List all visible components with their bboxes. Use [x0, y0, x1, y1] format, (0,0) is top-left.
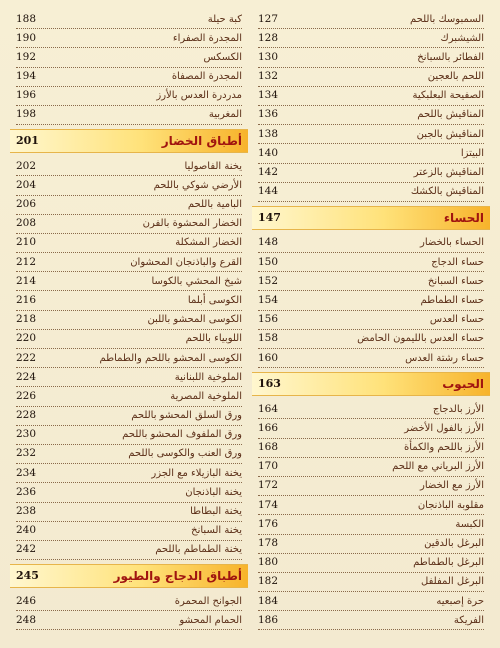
toc-entry — [258, 164, 484, 183]
entry-page-number: 180 — [258, 556, 279, 569]
entry-page-number: 174 — [258, 498, 279, 511]
entry-title: الأرز البرياني مع اللحم — [392, 461, 484, 473]
toc-entry — [16, 330, 242, 349]
toc-entry — [258, 515, 484, 534]
entry-page-number: 154 — [258, 293, 279, 306]
entry-title: الحساء بالخضار — [419, 237, 484, 249]
toc-entry — [16, 464, 242, 483]
entry-title: حساء العدس — [429, 314, 484, 326]
entry-title: القرع والباذنجان المحشوان — [130, 256, 242, 268]
entry-page-number: 170 — [258, 460, 279, 473]
entry-title: السمبوسك باللحم — [410, 13, 484, 25]
entry-page-number: 158 — [258, 332, 279, 345]
entry-title: يخنة السبانخ — [191, 525, 242, 537]
entry-page-number: 214 — [16, 274, 37, 287]
section-header — [252, 206, 490, 230]
toc-entry — [258, 125, 484, 144]
entry-title: الكوسى أبلما — [187, 294, 242, 306]
entry-title: الملوخية اللبنانية — [174, 371, 242, 383]
toc-entry — [16, 611, 242, 630]
entry-page-number: 132 — [258, 70, 279, 83]
toc-entry — [258, 400, 484, 419]
entry-page-number: 222 — [16, 351, 37, 364]
entry-title: اللحم بالعجين — [427, 71, 484, 83]
entry-title: حساء الدجاج — [431, 256, 484, 268]
entry-page-number: 226 — [16, 389, 37, 402]
toc-entry — [16, 176, 242, 195]
entry-title: المناقيش باللحم — [417, 109, 484, 121]
entry-title: حساء الطماطم — [420, 294, 484, 306]
entry-page-number: 246 — [16, 594, 37, 607]
toc-entry — [258, 349, 484, 368]
entry-title: المغربية — [208, 109, 242, 121]
entry-page-number: 198 — [16, 108, 37, 121]
toc-entry — [16, 106, 242, 125]
toc-entry — [16, 272, 242, 291]
toc-entry — [16, 541, 242, 560]
entry-title: البرغل بالطماطم — [413, 557, 484, 569]
entry-page-number: 156 — [258, 313, 279, 326]
toc-entry — [258, 330, 484, 349]
entry-title: الفريكة — [453, 614, 484, 626]
toc-entry — [16, 387, 242, 406]
entry-page-number: 196 — [16, 89, 37, 102]
entry-page-number: 186 — [258, 613, 279, 626]
entry-page-number: 192 — [16, 50, 37, 63]
entry-page-number: 210 — [16, 236, 37, 249]
entry-title: اللوبياء باللحم — [185, 333, 242, 345]
entry-title: الأرز بالفول الأخضر — [404, 422, 484, 434]
entry-page-number: 184 — [258, 594, 279, 607]
left-column — [16, 10, 242, 648]
entry-title: المناقيش بالزعتر — [413, 167, 484, 178]
entry-title: الصفيحة البعلبكية — [412, 90, 484, 102]
toc-entry — [258, 29, 484, 48]
entry-title: المجدرة المصفاة — [171, 71, 242, 83]
entry-title: ورق العنب والكوسى باللحم — [128, 448, 242, 460]
toc-entry — [258, 439, 484, 458]
toc-entry — [258, 611, 484, 630]
entry-page-number: 150 — [258, 255, 279, 268]
entry-page-number: 178 — [258, 537, 279, 549]
entry-page-number: 190 — [16, 31, 37, 44]
entry-title: حرة إصبعيه — [436, 595, 484, 607]
entry-title: البيتزا — [460, 147, 484, 159]
entry-page-number: 236 — [16, 485, 37, 498]
entry-page-number: 142 — [258, 166, 279, 178]
toc-entry — [16, 407, 242, 426]
section-page-number: 201 — [16, 134, 39, 148]
entry-title: المناقيش بالجبن — [416, 128, 484, 140]
toc-entry — [258, 68, 484, 87]
toc-entry — [258, 183, 484, 202]
entry-title: الأرز بالدجاج — [432, 403, 484, 415]
entry-title: المجدرة الصفراء — [172, 32, 242, 44]
entry-title: البرغل بالدقين — [424, 538, 484, 549]
toc-entry — [16, 157, 242, 176]
entry-title: الكبسة — [455, 518, 484, 530]
entry-title: الخضار المحشوة بالفرن — [142, 218, 242, 230]
section-header — [252, 372, 490, 396]
toc-entry — [258, 573, 484, 592]
entry-page-number: 202 — [16, 159, 37, 172]
section-header — [10, 564, 248, 588]
entry-page-number: 216 — [16, 293, 37, 306]
entry-title: يخنة الفاصوليا — [184, 160, 242, 172]
entry-title: الأرز مع الخضار — [419, 480, 484, 492]
entry-page-number: 240 — [16, 524, 37, 537]
toc-entry — [16, 234, 242, 253]
toc-entry — [258, 311, 484, 330]
toc-entry — [258, 592, 484, 611]
entry-page-number: 230 — [16, 428, 37, 441]
entry-title: حساء السبانخ — [427, 275, 484, 287]
right-column — [258, 10, 484, 648]
entry-page-number: 218 — [16, 313, 37, 326]
entry-title: الحمام المحشو — [179, 614, 242, 626]
section-page-number: 147 — [258, 210, 281, 224]
toc-entry — [16, 311, 242, 330]
entry-title: الكوسى المحشو باللحم والطماطم — [99, 352, 242, 364]
toc-entry — [16, 426, 242, 445]
toc-entry — [258, 106, 484, 125]
entry-title: المناقيش بالكشك — [410, 186, 484, 198]
entry-page-number: 138 — [258, 127, 279, 140]
toc-entry — [16, 349, 242, 368]
toc-entry — [16, 196, 242, 215]
entry-page-number: 140 — [258, 146, 279, 159]
toc-entry — [16, 68, 242, 87]
section-title: أطباق الدجاج والطيور — [113, 569, 242, 584]
entry-title: الكسكس — [203, 51, 242, 63]
section-title: الحساء — [443, 210, 484, 225]
toc-entry — [258, 554, 484, 573]
toc-entry — [16, 291, 242, 310]
entry-page-number: 136 — [258, 108, 279, 121]
entry-title: الملوخية المصرية — [170, 390, 242, 402]
entry-page-number: 127 — [258, 12, 279, 25]
toc-entry — [16, 253, 242, 272]
toc-entry — [258, 496, 484, 515]
entry-title: الجوانح المحمرة — [174, 595, 242, 607]
toc-entry — [258, 144, 484, 163]
entry-page-number: 220 — [16, 332, 37, 345]
toc-entry — [16, 368, 242, 387]
toc-entry — [258, 234, 484, 253]
entry-title: البامية باللحم — [187, 199, 242, 210]
toc-entry — [258, 291, 484, 310]
entry-page-number: 234 — [16, 466, 37, 479]
toc-entry — [16, 592, 242, 611]
entry-title: ورق الملفوف المحشو باللحم — [122, 429, 242, 441]
entry-title: الفطائر بالسبانخ — [417, 51, 484, 63]
toc-entry — [16, 503, 242, 522]
toc-entry — [258, 477, 484, 496]
entry-page-number: 128 — [258, 31, 279, 44]
entry-page-number: 152 — [258, 274, 279, 287]
entry-title: يخنة الطماطم باللحم — [155, 544, 242, 556]
toc-entry — [16, 87, 242, 106]
entry-page-number: 238 — [16, 505, 37, 517]
entry-page-number: 148 — [258, 236, 279, 249]
entry-title: الخضار المشكلة — [175, 237, 242, 249]
entry-page-number: 188 — [16, 12, 37, 25]
section-title: أطباق الخضار — [161, 134, 242, 149]
entry-page-number: 160 — [258, 351, 279, 364]
toc-entry — [258, 535, 484, 554]
entry-title: الأرز باللحم والكمأة — [403, 442, 484, 454]
toc-entry — [258, 419, 484, 438]
entry-title: شيخ المحشي بالكوسا — [151, 275, 242, 287]
entry-page-number: 164 — [258, 402, 279, 415]
entry-page-number: 182 — [258, 575, 279, 588]
entry-title: مقلوبة الباذنجان — [417, 499, 484, 511]
section-header — [10, 129, 248, 153]
entry-title: الكوسى المحشو باللبن — [147, 314, 242, 326]
toc-entry — [258, 87, 484, 106]
entry-page-number: 228 — [16, 409, 37, 422]
entry-page-number: 168 — [258, 441, 279, 454]
entry-page-number: 204 — [16, 178, 37, 191]
entry-page-number: 130 — [258, 50, 279, 63]
entry-page-number: 206 — [16, 198, 37, 210]
toc-entry — [258, 48, 484, 67]
entry-title: حساء العدس بالليمون الحامض — [357, 333, 484, 345]
entry-title: ورق السلق المحشو باللحم — [131, 410, 242, 422]
entry-page-number: 212 — [16, 255, 37, 268]
entry-page-number: 224 — [16, 370, 37, 383]
toc-entry — [258, 253, 484, 272]
entry-title: الأرضي شوكي باللحم — [153, 179, 242, 191]
entry-page-number: 242 — [16, 543, 37, 556]
entry-page-number: 166 — [258, 421, 279, 434]
section-title: الحبوب — [442, 377, 484, 392]
entry-page-number: 134 — [258, 89, 279, 102]
toc-entry — [16, 10, 242, 29]
toc-entry — [16, 522, 242, 541]
entry-page-number: 232 — [16, 447, 37, 460]
entry-page-number: 144 — [258, 185, 279, 198]
entry-page-number: 172 — [258, 479, 279, 492]
entry-page-number: 208 — [16, 217, 37, 230]
entry-page-number: 248 — [16, 613, 37, 626]
toc-entry — [16, 445, 242, 464]
section-page-number: 245 — [16, 569, 39, 583]
toc-entry — [16, 215, 242, 234]
toc-entry — [258, 272, 484, 291]
entry-title: يخنة البازيلاء مع الجزر — [151, 467, 242, 479]
toc-entry — [258, 458, 484, 477]
section-page-number: 163 — [258, 377, 281, 391]
entry-title: كبة حيلة — [207, 13, 242, 25]
entry-title: الشيشبرك — [440, 32, 484, 44]
entry-title: البرغل المفلفل — [421, 576, 484, 588]
entry-title: مدردرة العدس بالأرز — [156, 90, 242, 102]
entry-title: يخنة الباذنجان — [185, 486, 242, 498]
entry-title: حساء رشتة العدس — [405, 352, 484, 364]
entry-page-number: 194 — [16, 70, 37, 83]
toc-entry — [16, 48, 242, 67]
entry-title: يخنة البطاطا — [190, 506, 242, 517]
entry-page-number: 176 — [258, 517, 279, 530]
toc-entry — [258, 10, 484, 29]
toc-entry — [16, 483, 242, 502]
toc-entry — [16, 29, 242, 48]
